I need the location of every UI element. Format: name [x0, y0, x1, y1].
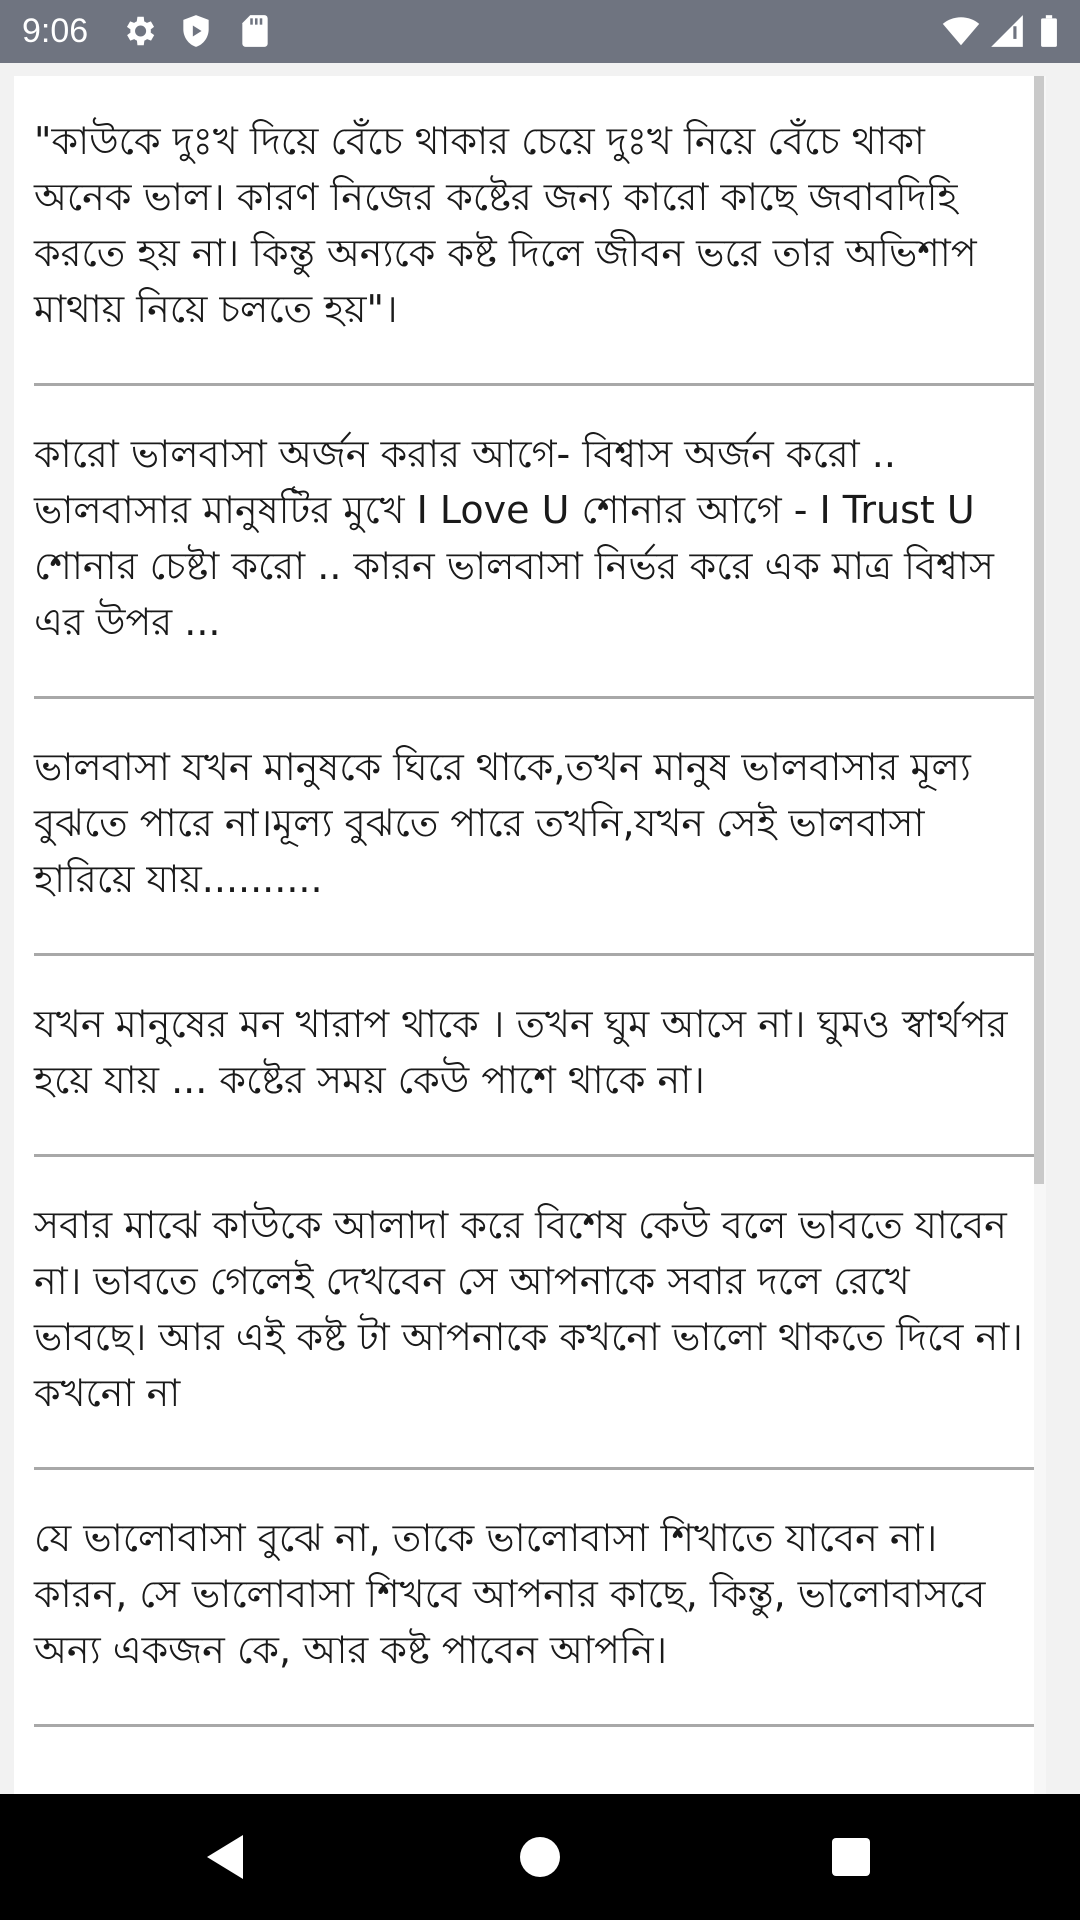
back-button[interactable]: [182, 1814, 268, 1900]
cell-signal-icon: [988, 12, 1026, 50]
quote-item-partial[interactable]: [34, 1766, 1034, 1794]
back-triangle-icon: [201, 1831, 249, 1883]
status-bar: [0, 0, 1080, 63]
quote-list[interactable]: [14, 76, 1046, 1794]
divider: [34, 696, 1046, 699]
divider: [34, 383, 1046, 386]
battery-icon: [1030, 12, 1068, 50]
scrollbar-thumb[interactable]: [1034, 76, 1044, 1184]
quote-item[interactable]: যে ভালোবাসা বুঝে না, তাকে ভালোবাসা শিখাতে যাবেন না। কারন, সে ভালোবাসা শিখবে আপনার কাছে, কিন্তু, ভালোবাসবে অন্য একজন কে, আর কষ্ট পাবেন আপনি।: [34, 1516, 986, 1672]
divider: [34, 953, 1046, 956]
gear-icon: [120, 12, 158, 50]
quote-item[interactable]: সবার মাঝে কাউকে আলাদা করে বিশেষ কেউ বলে ভাবতে যাবেন না। ভাবতে গেলেই দেখবেন সে আপনাকে সবার দলে রেখে ভাবছে। আর এই কষ্ট টা আপনাকে কখনো ভালো থাকতে দিবে না। কখনো না: [34, 1203, 1023, 1415]
quote-item[interactable]: ভালবাসা যখন মানুষকে ঘিরে থাকে,তখন মানুষ ভালবাসার মূল্য বুঝতে পারে না।মূল্য বুঝতে পারে তখনি,যখন সেই ভালবাসা হারিয়ে যায়..........: [34, 745, 971, 901]
recents-square-icon: [830, 1836, 872, 1878]
quote-item[interactable]: "কাউকে দুঃখ দিয়ে বেঁচে থাকার চেয়ে দুঃখ নিয়ে বেঁচে থাকা অনেক ভাল। কারণ নিজের কষ্টের জন্য কারো কাছে জবাবদিহি করতে হয় না। কিন্তু অন্যকে কষ্ট দিলে জীবন ভরে তার অভিশাপ মাথায় নিয়ে চলতে হয়"।: [34, 119, 977, 331]
home-circle-icon: [518, 1835, 562, 1879]
divider: [34, 1467, 1046, 1470]
home-button[interactable]: [497, 1814, 583, 1900]
navigation-bar: [0, 1794, 1080, 1920]
sd-card-icon: [236, 12, 274, 50]
divider: [34, 1154, 1046, 1157]
shield-play-icon: [177, 12, 215, 50]
recents-button[interactable]: [808, 1814, 894, 1900]
quote-item[interactable]: কারো ভালবাসা অর্জন করার আগে- বিশ্বাস অর্জন করো .. ভালবাসার মানুষটির মুখে I Love U শোনার আগে - I Trust U শোনার চেষ্টা করো .. কারন ভালবাসা নির্ভর করে এক মাত্র বিশ্বাস এর উপর ...: [34, 432, 994, 644]
divider: [34, 1724, 1046, 1727]
quote-item[interactable]: যখন মানুষের মন খারাপ থাকে । তখন ঘুম আসে না। ঘুমও স্বার্থপর হয়ে যায় ... কষ্টের সময় কেউ পাশে থাকে না।: [34, 1002, 1008, 1102]
status-time: 9:06: [22, 12, 89, 50]
wifi-icon: [942, 12, 980, 50]
scrollbar[interactable]: [1034, 76, 1046, 1794]
